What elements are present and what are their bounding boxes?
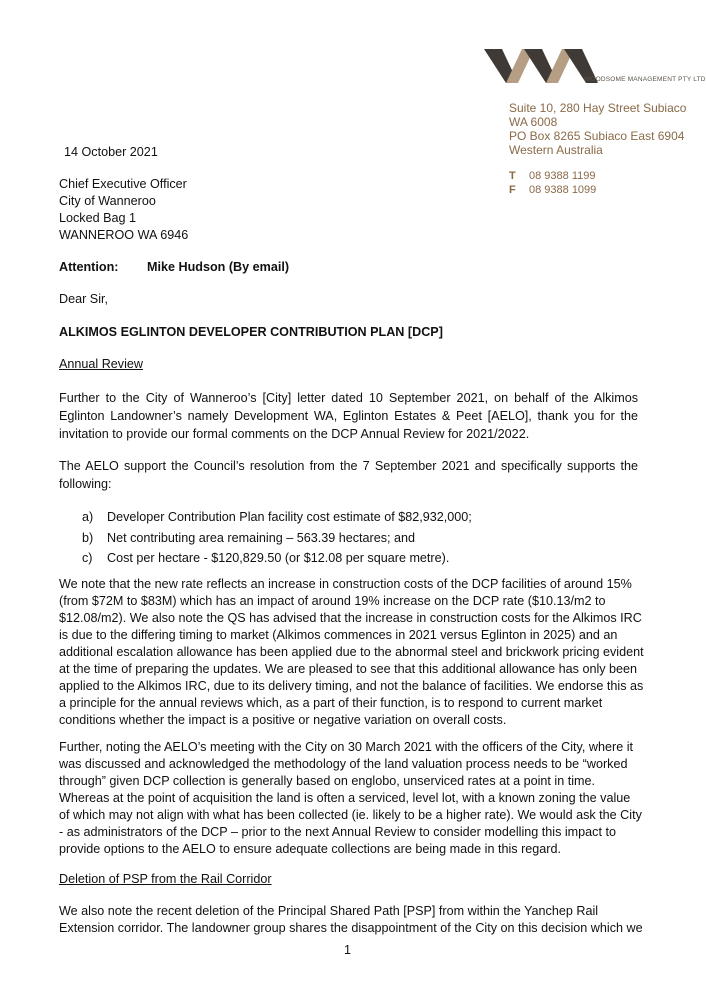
recipient-block	[59, 176, 188, 244]
letter-date: 14 October 2021	[64, 145, 158, 159]
resolution-list	[82, 507, 472, 569]
list-marker: a)	[82, 510, 94, 524]
list-text: Developer Contribution Plan facility cost estimate of $82,932,000;	[107, 510, 472, 524]
paragraph-2: The AELO support the Council’s resolution from the 7 September 2021 and specifically supports the following:	[59, 459, 638, 491]
recipient-line: WANNEROO WA 6946	[59, 228, 189, 242]
list-item	[82, 507, 472, 528]
company-name: WOODSOME MANAGEMENT PTY LTD	[584, 76, 706, 83]
paragraph-5: We also note the recent deletion of the Principal Shared Path [PSP] from within the Yanchep Rail Extension corridor. The landowner group shares the disappointment of the City on this decision which we	[59, 904, 643, 935]
recipient-line: Locked Bag 1	[59, 211, 137, 225]
list-text: Cost per hectare - $120,829.50 (or $12.08 per square metre).	[107, 551, 450, 565]
salutation: Dear Sir,	[59, 292, 108, 306]
paragraph-1: Further to the City of Wanneroo’s [City] letter dated 10 September 2021, on behalf of the Alkimos Eglinton Landowner’s namely Development WA, Eglinton Estates & Peet [AELO], thank you for the invitation to provide our formal comments on the DCP Annual Review for 2021/2022.	[59, 391, 638, 441]
phone-label: T	[509, 170, 516, 182]
paragraph-3: We note that the new rate reflects an increase in construction costs of the DCP facilities of around 15% (from $72M to $83M) which has an impact of around 19% increase on the DCP rate ($10.13/m2 to $12.08/m2). We also note the QS has advised that the increase in construction costs for the Alkimos IRC is due to the differing timing to market (Alkimos commences in 2021 versus Eglinton in 2025) and an additional escalation allowance has been applied due to the abnormal steel and brickwork pricing evident at the time of preparing the updates. We are pleased to see that this additional allowance has only been applied to the Alkimos IRC, due to its delivery timing, and not the balance of facilities. We endorse this as a principle for the annual reviews which, as a part of their function, is to respond to current market conditions whether the impact is a positive or negative variation on overall costs.	[59, 577, 644, 727]
address-line: Suite 10, 280 Hay Street Subiaco	[509, 101, 687, 115]
list-text: Net contributing area remaining – 563.39 hectares; and	[107, 530, 416, 545]
section-heading-psp-deletion: Deletion of PSP from the Rail Corridor	[59, 872, 272, 886]
fax-label: F	[509, 184, 516, 196]
fax-number: 08 9388 1099	[529, 184, 597, 196]
subject-line: ALKIMOS EGLINTON DEVELOPER CONTRIBUTION PLAN [DCP]	[59, 325, 443, 339]
letterhead-contact	[509, 169, 596, 197]
attention-line	[59, 259, 289, 276]
list-marker: b)	[82, 530, 94, 545]
page-number: 1	[344, 943, 352, 957]
fax-row	[509, 183, 596, 197]
attention-value: Mike Hudson (By email)	[147, 260, 290, 274]
recipient-line: City of Wanneroo	[59, 194, 156, 208]
address-line: PO Box 8265 Subiaco East 6904	[509, 129, 685, 143]
phone-number: 08 9388 1199	[529, 170, 596, 182]
attention-label: Attention:	[59, 260, 119, 274]
list-marker: c)	[82, 551, 93, 565]
list-item	[82, 548, 472, 569]
address-line: Western Australia	[509, 143, 603, 157]
address-line: WA 6008	[509, 115, 558, 129]
section-heading-annual-review: Annual Review	[59, 357, 144, 371]
letterhead-address	[509, 101, 686, 157]
paragraph-4: Further, noting the AELO’s meeting with the City on 30 March 2021 with the officers of the City, where it was discussed and acknowledged the methodology of the land valuation process needs to be “worked through” given DCP collection is generally based on englobo, unserviced rates at a point in time. Whereas at the point of acquisition the land is often a serviced, level lot, with a known zoning the value of which may not align with what has been collected (ie. likely to be a higher rate). We would ask the City - as administrators of the DCP – prior to the next Annual Review to consider modelling this impact to provide options to the AELO to ensure adequate collections are being made in this regard.	[59, 740, 642, 856]
list-item	[82, 528, 472, 549]
phone-row	[509, 169, 596, 183]
recipient-line: Chief Executive Officer	[59, 177, 187, 191]
